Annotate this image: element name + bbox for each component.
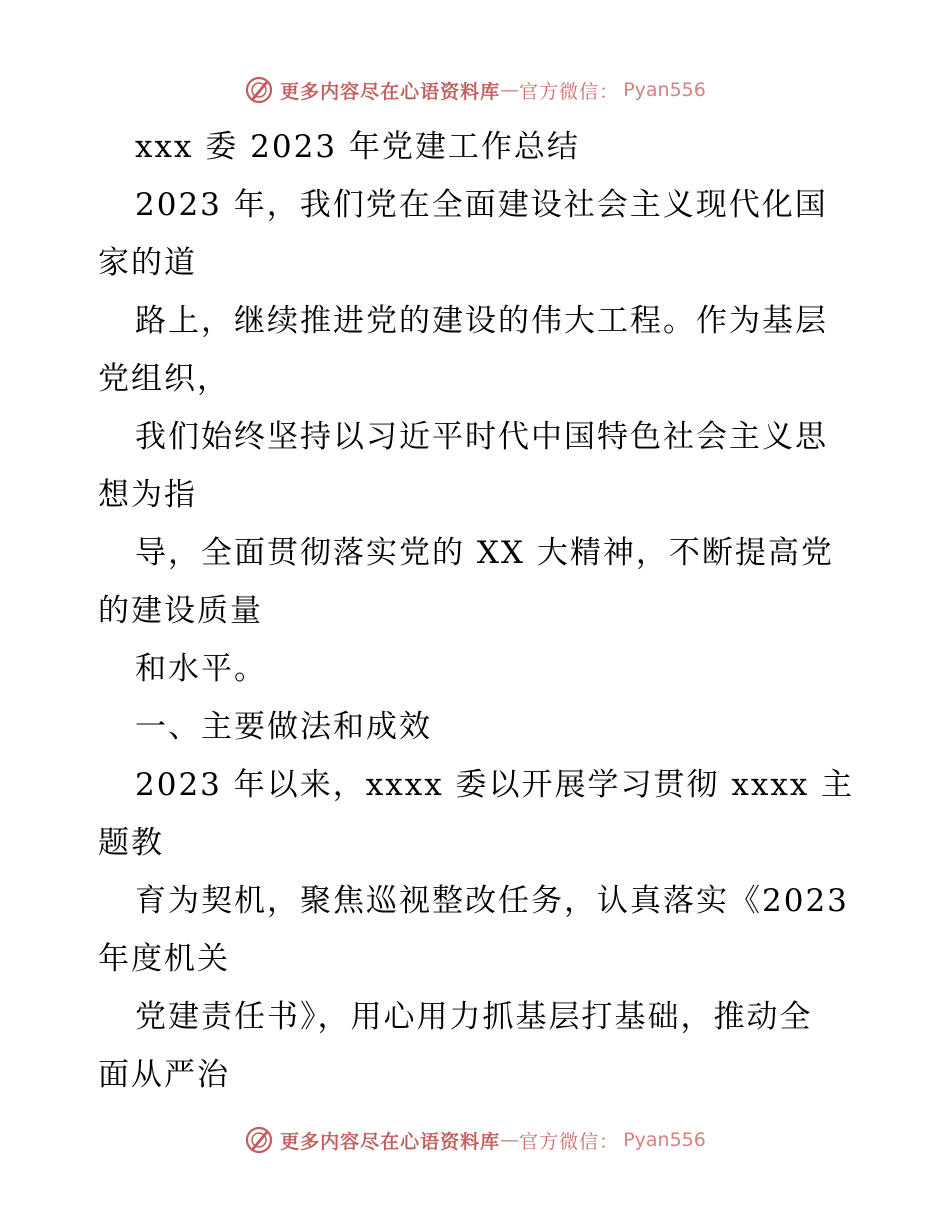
text-line: 和水平。: [135, 651, 267, 687]
watermark-dash: —: [500, 1129, 520, 1151]
watermark-wechat-id: Pyan556: [623, 1129, 706, 1151]
watermark-title: 更多内容尽在心语资料库: [280, 80, 501, 103]
watermark-title: 更多内容尽在心语资料库: [280, 1130, 501, 1153]
watermark-wechat-label: 官方微信：: [519, 1130, 620, 1153]
text-line: 党组织，: [98, 361, 230, 397]
footer-watermark: [0, 1120, 950, 1160]
text-line: 面从严治: [98, 1057, 230, 1093]
feather-pen-circle-icon: [244, 1125, 274, 1155]
text-line: 我们始终坚持以习近平时代中国特色社会主义思: [135, 419, 828, 455]
watermark-dash: —: [500, 79, 520, 101]
text-line: 育为契机，聚焦巡视整改任务，认真落实《2023: [135, 883, 849, 919]
section-heading: 一、主要做法和成效: [135, 709, 432, 745]
document-body: [98, 118, 858, 1104]
header-watermark: [0, 70, 950, 110]
watermark-wechat-label: 官方微信：: [519, 80, 620, 103]
text-line: 想为指: [98, 477, 197, 513]
text-line: 2023 年以来，xxxx 委以开展学习贯彻 xxxx 主: [135, 767, 855, 803]
watermark-wechat-id: Pyan556: [623, 79, 706, 101]
text-line: 家的道: [98, 245, 197, 281]
text-line: 导，全面贯彻落实党的 XX 大精神，不断提高党: [135, 535, 834, 571]
text-line: 年度机关: [98, 941, 230, 977]
text-line: 题教: [98, 825, 164, 861]
text-line: 党建责任书》，用心用力抓基层打基础，推动全: [135, 999, 813, 1035]
text-line: 2023 年，我们党在全面建设社会主义现代化国: [135, 187, 828, 223]
text-line: 路上，继续推进党的建设的伟大工程。作为基层: [135, 303, 828, 339]
doc-title: xxx 委 2023 年党建工作总结: [135, 129, 580, 165]
feather-pen-circle-icon: [244, 75, 274, 105]
text-line: 的建设质量: [98, 593, 263, 629]
